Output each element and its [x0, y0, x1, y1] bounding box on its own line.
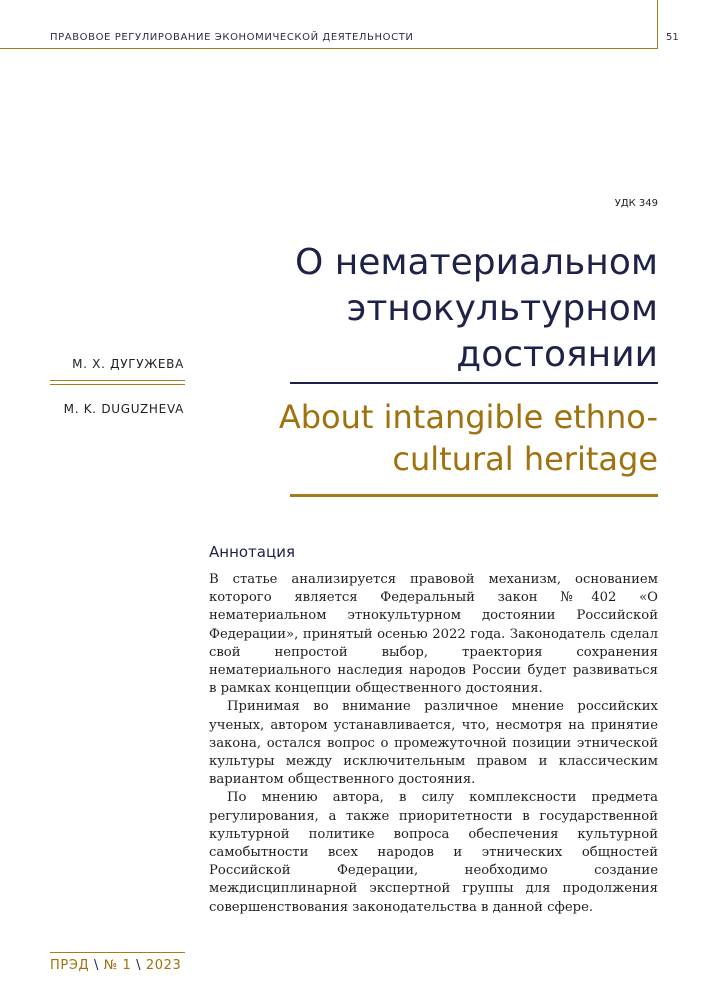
- abstract-paragraph: В статье анализируется правовой механизм, основанием которого является Федеральный закон №402 «О нематериальном этнокультурном достоянии Российской Федерации», принятый осенью 2022 года. Законодатель сделал свой непростой выбор, траектория сохранения нематериального наследия народов России будет развиваться в рамках концепции общественного достояния.: [209, 572, 658, 697]
- journal-footer: [50, 958, 181, 973]
- abstract-heading: Аннотация: [209, 543, 295, 561]
- footer-rule: [50, 952, 185, 953]
- journal-year: 2023: [145, 958, 182, 973]
- header-rule: [0, 48, 657, 49]
- footer-separator: \: [93, 958, 99, 973]
- footer-separator: \: [136, 958, 142, 973]
- page-number: 51: [666, 32, 679, 43]
- abstract-paragraph: По мнению автора, в силу комплексности предмета регулирования, а также приоритетности в государственной культурной политике вопроса обеспечения культурной самобытности всех народов и этнических общностей Российской Федерации, необходимо создание междисциплинарной экспертной группы для продолжения совершенствования законодательства в данной сфере.: [209, 790, 658, 915]
- author-name-en: M. K. DUGUZHEVA: [63, 402, 184, 416]
- abstract-paragraph: Принимая во внимание различное мнение российских ученых, автором устанавливается, что, несмотря на принятие закона, остался вопрос о промежуточной позиции этнической культуры между исключительным правом и классическим вариантом общественного достояния.: [209, 699, 658, 788]
- abstract-body: [209, 571, 658, 917]
- author-divider-bottom: [50, 384, 185, 385]
- author-divider-top: [50, 380, 185, 381]
- running-title: ПРАВОВОЕ РЕГУЛИРОВАНИЕ ЭКОНОМИЧЕСКОЙ ДЕЯТЕЛЬНОСТИ: [50, 32, 414, 43]
- page-number-box: [657, 0, 709, 49]
- article-title-ru: О нематериальном этнокультурном достоянии: [294, 242, 658, 375]
- title-underline: [290, 494, 658, 497]
- author-name-ru: М. Х. ДУГУЖЕВА: [72, 357, 184, 371]
- journal-issue: № 1: [103, 958, 132, 973]
- article-title-en: About intangible ethno-cultural heritage: [278, 398, 658, 478]
- udc-code: УДК 349: [614, 198, 658, 209]
- title-divider: [290, 382, 658, 384]
- journal-name: ПРЭД: [50, 958, 90, 973]
